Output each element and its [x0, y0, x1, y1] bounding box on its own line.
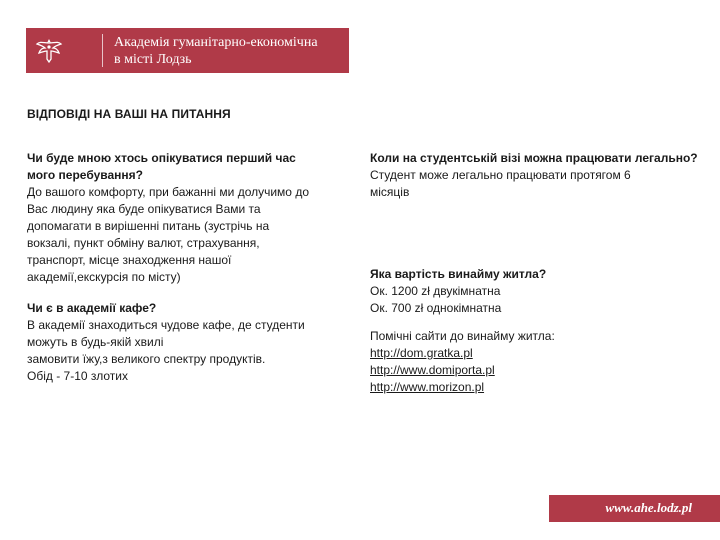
question-line: Чи буде мною хтось опікуватися перший час: [27, 151, 296, 165]
answer-line: можуть в будь-якій хвилі: [27, 335, 164, 349]
logo-divider: [102, 34, 103, 67]
question-cafe: Чи є в академії кафе?: [27, 301, 157, 315]
answer-cafe: [27, 317, 372, 385]
header-banner: [26, 28, 349, 73]
question-work: Коли на студентській візі можна працювати легально?: [370, 151, 698, 165]
footer-url[interactable]: www.ahe.lodz.pl: [605, 500, 692, 515]
academy-name-line1: Академія гуманітарно-економічна: [114, 35, 318, 50]
link-dom-gratka[interactable]: http://dom.gratka.pl: [370, 346, 473, 360]
left-column: [27, 150, 372, 385]
footer-banner: [549, 495, 720, 522]
answer-line: До вашого комфорту, при бажанні ми долучимо до: [27, 185, 309, 199]
answer-line: вокзалі, пункт обміну валют, страхування,: [27, 236, 260, 250]
academy-name: [114, 34, 346, 68]
answer-line: транспорт, місце знаходження нашої: [27, 253, 232, 267]
answer-line: замовити їжу,з великого спектру продуктів.: [27, 352, 266, 366]
answer-line: Ок. 700 zł однокімнатна: [370, 301, 502, 315]
answer-supervisor: [27, 184, 372, 286]
answer-line: академії,екскурсія по місту): [27, 270, 181, 284]
eagle-emblem-icon: [34, 35, 64, 65]
answer-line: Вас людину яка буде опікуватися Вами та: [27, 202, 261, 216]
section-title: ВІДПОВІДІ НА ВАШІ НА ПИТАННЯ: [27, 107, 231, 121]
link-domiporta[interactable]: http://www.domiporta.pl: [370, 363, 495, 377]
answer-line: Студент може легально працювати протягом 6: [370, 168, 631, 182]
answer-work: [370, 167, 700, 201]
rental-sites-label: Помічні сайти до винайму житла:: [370, 329, 555, 343]
right-column: [370, 150, 700, 396]
answer-line: допомагати в вирішенні питань (зустрічь на: [27, 219, 270, 233]
answer-rent: [370, 283, 700, 317]
answer-line: Обід - 7-10 злотих: [27, 369, 129, 383]
question-rent: Яка вартість винайму житла?: [370, 267, 547, 281]
answer-line: В академії знаходиться чудове кафе, де студенти: [27, 318, 305, 332]
question-supervisor: [27, 150, 372, 184]
answer-line: місяців: [370, 185, 410, 199]
answer-line: Ок. 1200 zł двукімнатна: [370, 284, 501, 298]
academy-name-line2: в місті Лодзь: [114, 52, 192, 67]
link-morizon[interactable]: http://www.morizon.pl: [370, 380, 485, 394]
question-line: мого перебування?: [27, 168, 143, 182]
